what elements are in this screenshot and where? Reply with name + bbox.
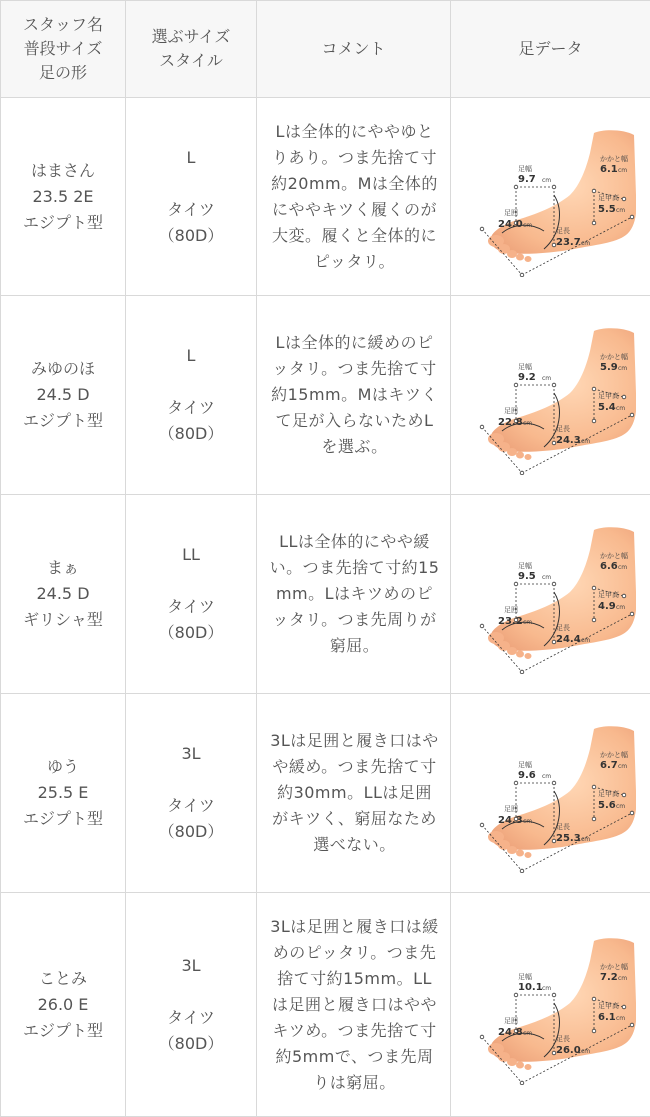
- staff-name: ゆう: [1, 754, 125, 780]
- staff-row: [1, 98, 650, 296]
- header-size: [126, 1, 257, 98]
- chosen-size-cell: [126, 296, 257, 495]
- header-row: [1, 1, 650, 98]
- foot-width-unit: cm: [542, 773, 551, 780]
- comment-cell: [257, 495, 451, 694]
- length-label: 足長: [556, 623, 570, 632]
- heel-width-value: 6.7: [600, 760, 618, 771]
- staff-name: みゆのほ: [1, 356, 125, 382]
- instep-label: 足甲高: [598, 789, 619, 798]
- measure-point: [552, 993, 556, 997]
- staff-name: ことみ: [1, 966, 125, 992]
- foot-data-cell: [451, 893, 650, 1117]
- measure-point: [520, 273, 524, 277]
- measure-point: [592, 419, 596, 423]
- denier: （80D）: [126, 1031, 256, 1057]
- measure-point: [592, 618, 596, 622]
- denier: （80D）: [126, 819, 256, 845]
- foot-width-value: 9.5: [518, 571, 536, 582]
- usual-size: 24.5 D: [1, 382, 125, 408]
- measure-point: [514, 383, 518, 387]
- foot-shape: エジプト型: [1, 806, 125, 832]
- measure-point: [630, 215, 634, 219]
- instep-value: 6.1: [598, 1012, 616, 1023]
- instep-label: 足甲高: [598, 590, 619, 599]
- header-staff-line: スタッフ名: [1, 13, 125, 37]
- girth-label: 足囲: [504, 804, 518, 813]
- heel-width-unit: cm: [618, 763, 627, 770]
- heel-width-label: かかと幅: [600, 750, 628, 759]
- style: タイツ: [126, 594, 256, 620]
- comment-cell: [257, 694, 451, 893]
- foot-width-label: 足幅: [518, 760, 532, 769]
- girth-value: 24.8: [498, 1027, 523, 1038]
- foot-shape: エジプト型: [1, 1018, 125, 1044]
- instep-label: 足甲高: [598, 391, 619, 400]
- chosen-size-cell: [126, 495, 257, 694]
- measure-point: [480, 425, 484, 429]
- comment-cell: [257, 98, 451, 296]
- measure-point: [622, 1005, 626, 1009]
- staff-name: まぁ: [1, 555, 125, 581]
- instep-value: 5.5: [598, 204, 616, 215]
- measure-point: [480, 624, 484, 628]
- instep-unit: cm: [616, 405, 625, 412]
- heel-width-unit: cm: [618, 167, 627, 174]
- foot-data-cell: [451, 694, 650, 893]
- measure-point: [622, 395, 626, 399]
- style: タイツ: [126, 197, 256, 223]
- instep-unit: cm: [616, 1015, 625, 1022]
- length-value: 24.4: [556, 634, 581, 645]
- length-unit: cm: [581, 637, 590, 644]
- measure-point: [630, 811, 634, 815]
- style: タイツ: [126, 1005, 256, 1031]
- heel-width-value: 6.1: [600, 164, 618, 175]
- measure-point: [520, 869, 524, 873]
- staff-row: [1, 495, 650, 694]
- measure-point: [592, 586, 596, 590]
- foot-drawing: [480, 726, 636, 873]
- length-label: 足長: [556, 226, 570, 235]
- measure-point: [592, 189, 596, 193]
- usual-size: 24.5 D: [1, 581, 125, 607]
- length-value: 26.0: [556, 1045, 581, 1056]
- staff-row: [1, 893, 650, 1117]
- measure-point: [630, 1023, 634, 1027]
- foot-width-value: 9.7: [518, 174, 536, 185]
- length-value: 24.3: [556, 435, 581, 446]
- chosen-size: L: [126, 343, 256, 369]
- measure-point: [592, 817, 596, 821]
- staff-row: [1, 296, 650, 495]
- foot-width-unit: cm: [542, 177, 551, 184]
- comment-cell: [257, 296, 451, 495]
- measure-point: [552, 185, 556, 189]
- staff-info-cell: [1, 495, 126, 694]
- heel-width-value: 6.6: [600, 561, 618, 572]
- instep-unit: cm: [616, 207, 625, 214]
- length-label: 足長: [556, 1034, 570, 1043]
- girth-value: 23.2: [498, 616, 523, 627]
- staff-info-cell: [1, 893, 126, 1117]
- header-staff: [1, 1, 126, 98]
- foot-drawing: [480, 938, 636, 1085]
- measure-point: [622, 793, 626, 797]
- heel-width-label: かかと幅: [600, 154, 628, 163]
- comment-text: 3Lは足囲と履き口は緩めのピッタリ。つま先捨て寸約15mm。LLは足囲と履き口はややキツめ。つま先捨て寸約5mmで、つま先周りは窮屈。: [269, 914, 440, 1096]
- girth-value: 24.0: [498, 219, 523, 230]
- length-unit: cm: [581, 240, 590, 247]
- style: タイツ: [126, 395, 256, 421]
- foot-illustration: [466, 117, 636, 277]
- heel-width-label: かかと幅: [600, 352, 628, 361]
- length-value: 23.7: [556, 237, 581, 248]
- heel-width-value: 5.9: [600, 362, 618, 373]
- measure-point: [622, 594, 626, 598]
- header-foot-data: 足データ: [451, 1, 650, 98]
- heel-width-unit: cm: [618, 564, 627, 571]
- measure-point: [520, 471, 524, 475]
- length-label: 足長: [556, 822, 570, 831]
- header-size-line: 選ぶサイズ: [126, 25, 256, 49]
- length-label: 足長: [556, 424, 570, 433]
- chosen-size: 3L: [126, 741, 256, 767]
- measure-point: [552, 582, 556, 586]
- measure-point: [622, 197, 626, 201]
- foot-width-unit: cm: [542, 985, 551, 992]
- foot-illustration: [466, 713, 636, 873]
- girth-unit: cm: [523, 818, 532, 825]
- foot-data-cell: [451, 296, 650, 495]
- foot-shape: エジプト型: [1, 408, 125, 434]
- style: タイツ: [126, 793, 256, 819]
- foot-width-label: 足幅: [518, 972, 532, 981]
- foot-shape: エジプト型: [1, 210, 125, 236]
- foot-shape: ギリシャ型: [1, 607, 125, 633]
- foot-drawing: [480, 130, 636, 277]
- foot-illustration: [466, 315, 636, 475]
- girth-value: 24.3: [498, 815, 523, 826]
- foot-drawing: [480, 527, 636, 674]
- usual-size: 26.0 E: [1, 992, 125, 1018]
- girth-unit: cm: [523, 619, 532, 626]
- denier: （80D）: [126, 620, 256, 646]
- measure-point: [630, 612, 634, 616]
- girth-label: 足囲: [504, 208, 518, 217]
- heel-width-value: 7.2: [600, 972, 618, 983]
- header-comment: コメント: [257, 1, 451, 98]
- measure-point: [514, 185, 518, 189]
- chosen-size: LL: [126, 542, 256, 568]
- staff-info-cell: [1, 296, 126, 495]
- measure-point: [630, 413, 634, 417]
- usual-size: 23.5 2E: [1, 184, 125, 210]
- chosen-size: L: [126, 145, 256, 171]
- comment-cell: [257, 893, 451, 1117]
- foot-drawing: [480, 328, 636, 475]
- measure-point: [520, 1081, 524, 1085]
- staff-info-cell: [1, 98, 126, 296]
- girth-unit: cm: [523, 1030, 532, 1037]
- instep-unit: cm: [616, 604, 625, 611]
- chosen-size-cell: [126, 893, 257, 1117]
- measure-point: [480, 227, 484, 231]
- girth-value: 22.8: [498, 417, 523, 428]
- measure-point: [520, 670, 524, 674]
- comment-text: 3Lは足囲と履き口はやや緩め。つま先捨て寸約30mm。LLは足囲がキツく、窮屈なため選べない。: [269, 728, 440, 858]
- foot-width-label: 足幅: [518, 164, 532, 173]
- foot-width-value: 9.6: [518, 770, 536, 781]
- measure-point: [592, 1029, 596, 1033]
- denier: （80D）: [126, 421, 256, 447]
- foot-illustration: [466, 925, 636, 1085]
- measure-point: [552, 781, 556, 785]
- comment-text: LLは全体的にやや緩い。つま先捨て寸約15mm。Lはキツめのピッタリ。つま先周りが窮屈。: [269, 529, 440, 659]
- staff-row: [1, 694, 650, 893]
- foot-data-cell: [451, 98, 650, 296]
- foot-width-value: 9.2: [518, 372, 536, 383]
- measure-point: [514, 582, 518, 586]
- usual-size: 25.5 E: [1, 780, 125, 806]
- instep-value: 5.4: [598, 402, 616, 413]
- length-value: 25.3: [556, 833, 581, 844]
- length-unit: cm: [581, 836, 590, 843]
- staff-info-cell: [1, 694, 126, 893]
- foot-illustration: [466, 514, 636, 674]
- instep-value: 4.9: [598, 601, 616, 612]
- heel-width-label: かかと幅: [600, 551, 628, 560]
- measure-point: [514, 781, 518, 785]
- girth-label: 足囲: [504, 1016, 518, 1025]
- girth-label: 足囲: [504, 406, 518, 415]
- chosen-size-cell: [126, 98, 257, 296]
- foot-width-label: 足幅: [518, 561, 532, 570]
- instep-value: 5.6: [598, 800, 616, 811]
- girth-unit: cm: [523, 222, 532, 229]
- chosen-size-cell: [126, 694, 257, 893]
- measure-point: [592, 221, 596, 225]
- instep-unit: cm: [616, 803, 625, 810]
- girth-label: 足囲: [504, 605, 518, 614]
- foot-width-value: 10.1: [518, 982, 543, 993]
- staff-name: はまさん: [1, 158, 125, 184]
- heel-width-unit: cm: [618, 975, 627, 982]
- foot-width-label: 足幅: [518, 362, 532, 371]
- instep-label: 足甲高: [598, 193, 619, 202]
- foot-width-unit: cm: [542, 574, 551, 581]
- denier: （80D）: [126, 223, 256, 249]
- measure-point: [592, 785, 596, 789]
- measure-point: [480, 1035, 484, 1039]
- heel-width-label: かかと幅: [600, 962, 628, 971]
- length-unit: cm: [581, 1048, 590, 1055]
- foot-data-cell: [451, 495, 650, 694]
- foot-width-unit: cm: [542, 375, 551, 382]
- measure-point: [592, 997, 596, 1001]
- header-staff-line: 普段サイズ: [1, 37, 125, 61]
- girth-unit: cm: [523, 420, 532, 427]
- measure-point: [514, 993, 518, 997]
- measure-point: [552, 383, 556, 387]
- measure-point: [592, 387, 596, 391]
- measure-point: [480, 823, 484, 827]
- comment-text: Lは全体的に緩めのピッタリ。つま先捨て寸約15mm。Mはキツくて足が入らないためLを選ぶ。: [269, 330, 440, 460]
- heel-width-unit: cm: [618, 365, 627, 372]
- chosen-size: 3L: [126, 953, 256, 979]
- instep-label: 足甲高: [598, 1001, 619, 1010]
- header-staff-line: 足の形: [1, 61, 125, 85]
- header-size-line: スタイル: [126, 49, 256, 73]
- comment-text: Lは全体的にややゆとりあり。つま先捨て寸約20mm。Mは全体的にややキツく履くのが大変。履くと全体的にピッタリ。: [269, 119, 440, 275]
- length-unit: cm: [581, 438, 590, 445]
